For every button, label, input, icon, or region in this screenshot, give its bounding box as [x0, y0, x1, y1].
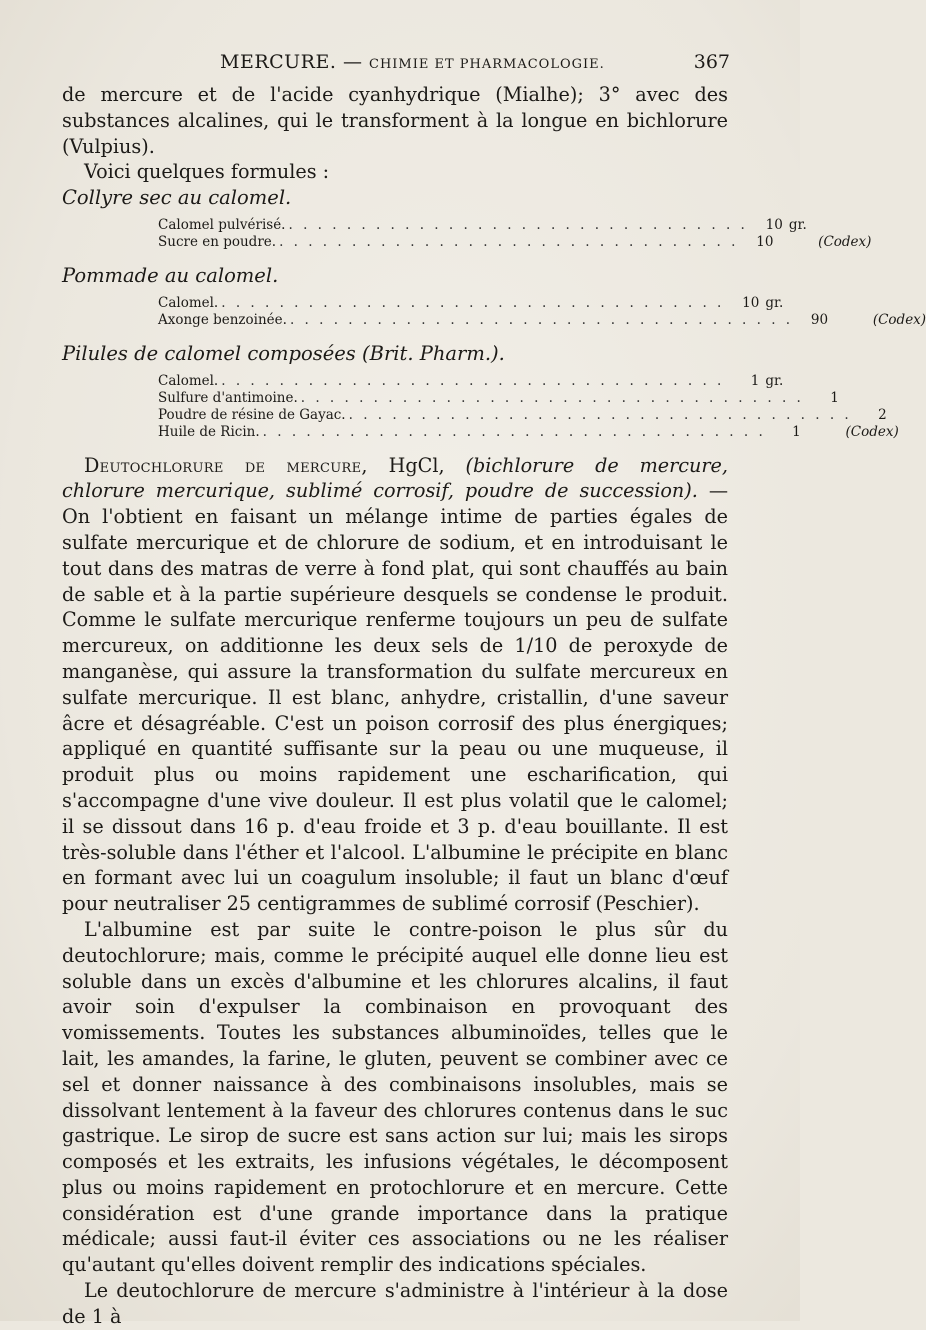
leader-dots: . . . . . . . . . . . . . . . . . . . . . . . . . . . . . . . . . . . [300, 389, 804, 406]
chemical-formula: HgCl, [388, 453, 445, 477]
synonyms: (bichlorure de mercure, chlorure mercurique, sublimé corrosif, poudre de succession). [62, 453, 729, 503]
leader-dots: . . . . . . . . . . . . . . . . . . . . . . . . . . . . . . . . . . . [221, 294, 725, 311]
leader-dots: . . . . . . . . . . . . . . . . . . . . . . . . . . . . . . . . . . . [289, 311, 794, 328]
entry-heading: Deutochlorure de mercure, [84, 453, 368, 477]
recipe-ingredient-list [158, 294, 926, 329]
recipe-pilules [62, 341, 899, 441]
paragraph-albumine: L'albumine est par suite le contre-poison le plus sûr du deutochlorure; mais, comme le précipité auquel elle donne lieu est soluble dans un excès d'albumine et les chlorures alcalins, il faut avoir soin d'expulser la combinaison en provoquant des vomissements. Toutes les substances albuminoïdes, telles que le lait, les amandes, la farine, le gluten, peuvent se combiner avec ce sel et donner naissance à des combinaisons insolubles, mais se dissolvant lentement à la faveur des chlorures contenus dans le suc gastrique. Le sirop de sucre est sans action sur lui; mais les sirops composés et les extraits, les infusions végétales, le décomposent plus ou moins rapidement en protochlorure et en mercure. Cette considération est d'une grande importance dans la pratique médicale; aussi faut-il éviter ces associations ou ne les réaliser qu'autant qu'elles doivent remplir des indications spéciales. [62, 917, 728, 1277]
recipe-ingredient-row: Axonge benzoinée. . . . . . . . . . . . . . . . . . . . . . . . . . . . . . . . . . . . 90 (Codex) [158, 311, 926, 328]
page-number: 367 [693, 51, 730, 73]
recipe-collyre [62, 185, 872, 251]
paragraph-deutochlorure [62, 453, 728, 917]
recipe-ingredient-row: Calomel. . . . . . . . . . . . . . . . . . . . . . . . . . . . . . . . . . . . 10 gr. [158, 294, 784, 311]
leader-dots: . . . . . . . . . . . . . . . . . . . . . . . . . . . . . . . . [279, 233, 739, 250]
header-title: MERCURE. — CHIMIE ET PHARMACOLOGIE. [220, 51, 605, 73]
recipe-title: Pilules de calomel composées (Brit. Pharm.). [62, 341, 505, 365]
paragraph-administration: Le deutochlorure de mercure s'administre à l'intérieur à la dose de 1 à [62, 1279, 728, 1328]
leader-dots: . . . . . . . . . . . . . . . . . . . . . . . . . . . . . . . . [288, 216, 748, 233]
body-text [62, 82, 926, 1330]
recipe-pommade [62, 263, 926, 329]
leader-dots: . . . . . . . . . . . . . . . . . . . . . . . . . . . . . . . . . . . [348, 406, 852, 423]
recipe-ingredient-row: Calomel pulvérisé. . . . . . . . . . . . . . . . . . . . . . . . . . . . . . . . . 10 gr. [158, 216, 807, 233]
leader-dots: . . . . . . . . . . . . . . . . . . . . . . . . . . . . . . . . . . . [262, 423, 766, 440]
paragraph-formules-intro: Voici quelques formules : [84, 160, 330, 184]
recipe-title: Pommade au calomel. [62, 263, 279, 287]
running-header [62, 48, 730, 76]
recipe-ingredient-row: Huile de Ricin. . . . . . . . . . . . . . . . . . . . . . . . . . . . . . . . . . . . 1 (Codex) [158, 423, 899, 440]
leader-dots: . . . . . . . . . . . . . . . . . . . . . . . . . . . . . . . . . . . [221, 372, 725, 389]
recipe-ingredient-list [158, 372, 899, 441]
recipe-ingredient-row: Calomel. . . . . . . . . . . . . . . . . . . . . . . . . . . . . . . . . . . . 1 gr. [158, 372, 784, 389]
recipe-ingredient-row: Poudre de résine de Gayac. . . . . . . . . . . . . . . . . . . . . . . . . . . . . . . . . . . . 2 [158, 406, 887, 423]
recipe-ingredient-row: Sucre en poudre. . . . . . . . . . . . . . . . . . . . . . . . . . . . . . . . . 10 (Codex) [158, 233, 872, 250]
recipe-ingredient-list [158, 216, 872, 251]
recipe-title: Collyre sec au calomel. [62, 186, 292, 210]
recipe-ingredient-row: Sulfure d'antimoine. . . . . . . . . . . . . . . . . . . . . . . . . . . . . . . . . . . . 1 [158, 389, 839, 406]
deutochlorure-text: — On l'obtient en faisant un mélange intime de parties égales de sulfate mercurique et de chlorure de sodium, et en introduisant le tout dans des matras de verre à fond plat, qui sont chauffés au bain de sable et à la partie supérieure desquels se condense le produit. Comme le sulfate mercurique renferme toujours un peu de sulfate mercureux, on additionne les deux sels de 1/10 de peroxyde de manganèse, qui assure la transformation du sulfate mercureux en sulfate mercurique. Il est blanc, anhydre, cristallin, d'une saveur âcre et désagréable. C'est un poison corrosif des plus énergiques; appliqué en quantité suffisante sur la peau ou une muqueuse, il produit plus ou moins rapidement une escharification, qui s'accompagne d'une vive douleur. Il est plus volatil que le calomel; il se dissout dans 16 p. d'eau froide et 3 p. d'eau bouillante. Il est très-soluble dans l'éther et l'alcool. L'albumine le précipite en blanc en formant avec lui un coagulum insoluble; il faut un blanc d'œuf pour neutraliser 25 centigrammes de sublimé corrosif (Peschier). [62, 479, 728, 916]
paragraph-mialhe: de mercure et de l'acide cyanhydrique (Mialhe); 3° avec des substances alcalines, qui le transforment à la longue en bichlorure (Vulpius). [62, 83, 728, 158]
